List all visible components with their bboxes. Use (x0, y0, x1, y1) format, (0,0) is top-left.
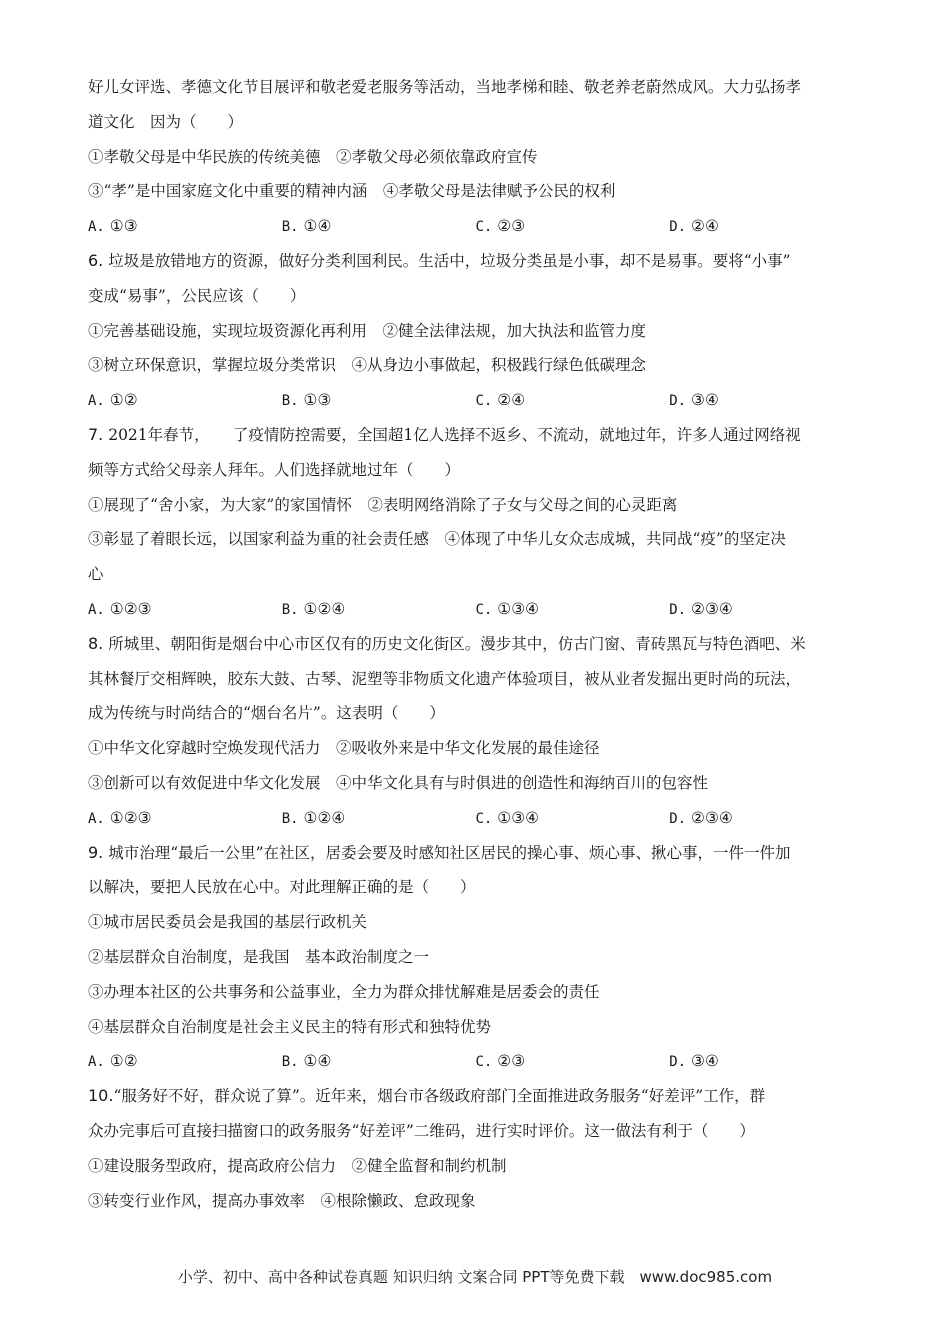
question-text-line: 6. 垃圾是放错地方的资源，做好分类利国利民。生活中，垃圾分类虽是小事，却不是易事。要将“小事” (88, 250, 791, 270)
question-7 (88, 418, 863, 627)
option-d: D. ③④ (669, 1052, 719, 1071)
question-10 (88, 1079, 863, 1218)
question-text-line: 好儿女评选、孝德文化节目展评和敬老爱老服务等活动，当地孝梯和睦、敬老养老蔚然成风。大力弘扬孝 (88, 78, 802, 96)
question-text-line: 变成“易事”，公民应该（ ） (88, 286, 306, 305)
statement-line: ①完善基础设施，实现垃圾资源化再利用 ②健全法律法规，加大执法和监管力度 (88, 321, 647, 340)
statement-line: ③彰显了着眼长远，以国家利益为重的社会责任感 ④体现了中华儿女众志成城，共同战“疫”的坚定决 (88, 530, 786, 549)
option-a: A. ①② (88, 1052, 138, 1071)
option-b: B. ①③ (281, 391, 332, 410)
statement-line: ③创新可以有效促进中华文化发展 ④中华文化具有与时俱进的创造性和海纳百川的包容性 (88, 773, 709, 792)
statement-line: ①城市居民委员会是我国的基层行政机关 (88, 913, 368, 932)
question-text-line: 道文化 因为（ ） (88, 112, 244, 131)
question-8 (88, 627, 863, 836)
option-d: D. ③④ (669, 391, 719, 410)
option-b: B. ①④ (281, 217, 332, 236)
question-number: 8. (88, 633, 104, 653)
answer-options (88, 801, 863, 836)
question-5 (88, 70, 863, 244)
question-text-line: 9. 城市治理“最后一公里”在社区，居委会要及时感知社区居民的操心事、烦心事、揪心事，一件一件加 (88, 842, 791, 862)
question-text-line: 众办完事后可直接扫描窗口的政务服务“好差评”二维码，进行实时评价。这一做法有利于（ ） (88, 1121, 755, 1140)
option-a: A. ①③ (88, 217, 138, 236)
question-number: 10. (88, 1086, 114, 1106)
option-b: B. ①②④ (281, 808, 346, 827)
option-d: D. ②③④ (669, 808, 733, 827)
question-number: 6. (88, 250, 104, 270)
question-text-line: 10.“服务好不好，群众说了算”。近年来，烟台市各级政府部门全面推进政务服务“好差评”工作，群 (88, 1086, 766, 1106)
statement-line: 心 (88, 565, 104, 584)
statement-line: ①中华文化穿越时空焕发现代活力 ②吸收外来是中华文化发展的最佳途径 (88, 739, 600, 758)
option-c: C. ②③ (475, 1052, 526, 1071)
option-c: C. ①③④ (475, 808, 539, 827)
option-c: C. ①③④ (475, 599, 539, 618)
option-d: D. ②③④ (669, 599, 733, 618)
statement-line: ③办理本社区的公共事务和公益事业，全力为群众排忧解难是居委会的责任 (88, 982, 600, 1001)
question-text-line: 频等方式给父母亲人拜年。人们选择就地过年（ ） (88, 460, 461, 479)
answer-options (88, 592, 863, 627)
option-c: C. ②③ (475, 217, 526, 236)
question-text-line: 以解决，要把人民放在心中。对此理解正确的是（ ） (88, 878, 476, 897)
question-number: 7. (88, 424, 104, 444)
statement-line: ①展现了“舍小家，为大家”的家国情怀 ②表明网络消除了子女与父母之间的心灵距离 (88, 495, 678, 514)
question-text-line: 其林餐厅交相辉映，胶东大鼓、古琴、泥塑等非物质文化遗产体验项目，被从业者发掘出更时尚的玩法， (88, 669, 802, 688)
statement-line: ③“孝”是中国家庭文化中重要的精神内涵 ④孝敬父母是法律赋予公民的权利 (88, 182, 616, 201)
question-text-line: 8. 所城里、朝阳街是烟台中心市区仅有的历史文化街区。漫步其中，仿古门窗、青砖黑瓦与特色酒吧、米 (88, 633, 806, 653)
option-a: A. ①②③ (88, 808, 152, 827)
option-c: C. ②④ (475, 391, 526, 410)
answer-options (88, 209, 863, 244)
question-text-line: 成为传统与时尚结合的“烟台名片”。这表明（ ） (88, 704, 445, 723)
statement-line: ①建设服务型政府，提高政府公信力 ②健全监督和制约机制 (88, 1156, 507, 1175)
exam-page-content (88, 70, 863, 1218)
question-6 (88, 244, 863, 418)
question-text-line: 7. 2021年春节， 了疫情防控需要，全国超1亿人选择不返乡、不流动，就地过年，许多人通过网络视 (88, 424, 801, 444)
statement-line: ①孝敬父母是中华民族的传统美德 ②孝敬父母必须依靠政府宣传 (88, 147, 538, 166)
answer-options (88, 1044, 863, 1079)
option-a: A. ①②③ (88, 599, 152, 618)
statement-line: ③树立环保意识，掌握垃圾分类常识 ④从身边小事做起，积极践行绿色低碳理念 (88, 356, 647, 375)
option-b: B. ①④ (281, 1052, 332, 1071)
option-d: D. ②④ (669, 217, 719, 236)
question-9 (88, 836, 863, 1080)
option-a: A. ①② (88, 391, 138, 410)
page-footer: 小学、初中、高中各种试卷真题 知识归纳 文案合同 PPT等免费下载 www.doc985.com (177, 1268, 773, 1286)
statement-line: ④基层群众自治制度是社会主义民主的特有形式和独特优势 (88, 1017, 492, 1036)
question-number: 9. (88, 842, 104, 862)
statement-line: ②基层群众自治制度，是我国 基本政治制度之一 (88, 947, 430, 966)
answer-options (88, 383, 863, 418)
option-b: B. ①②④ (281, 599, 346, 618)
statement-line: ③转变行业作风，提高办事效率 ④根除懒政、怠政现象 (88, 1191, 476, 1210)
